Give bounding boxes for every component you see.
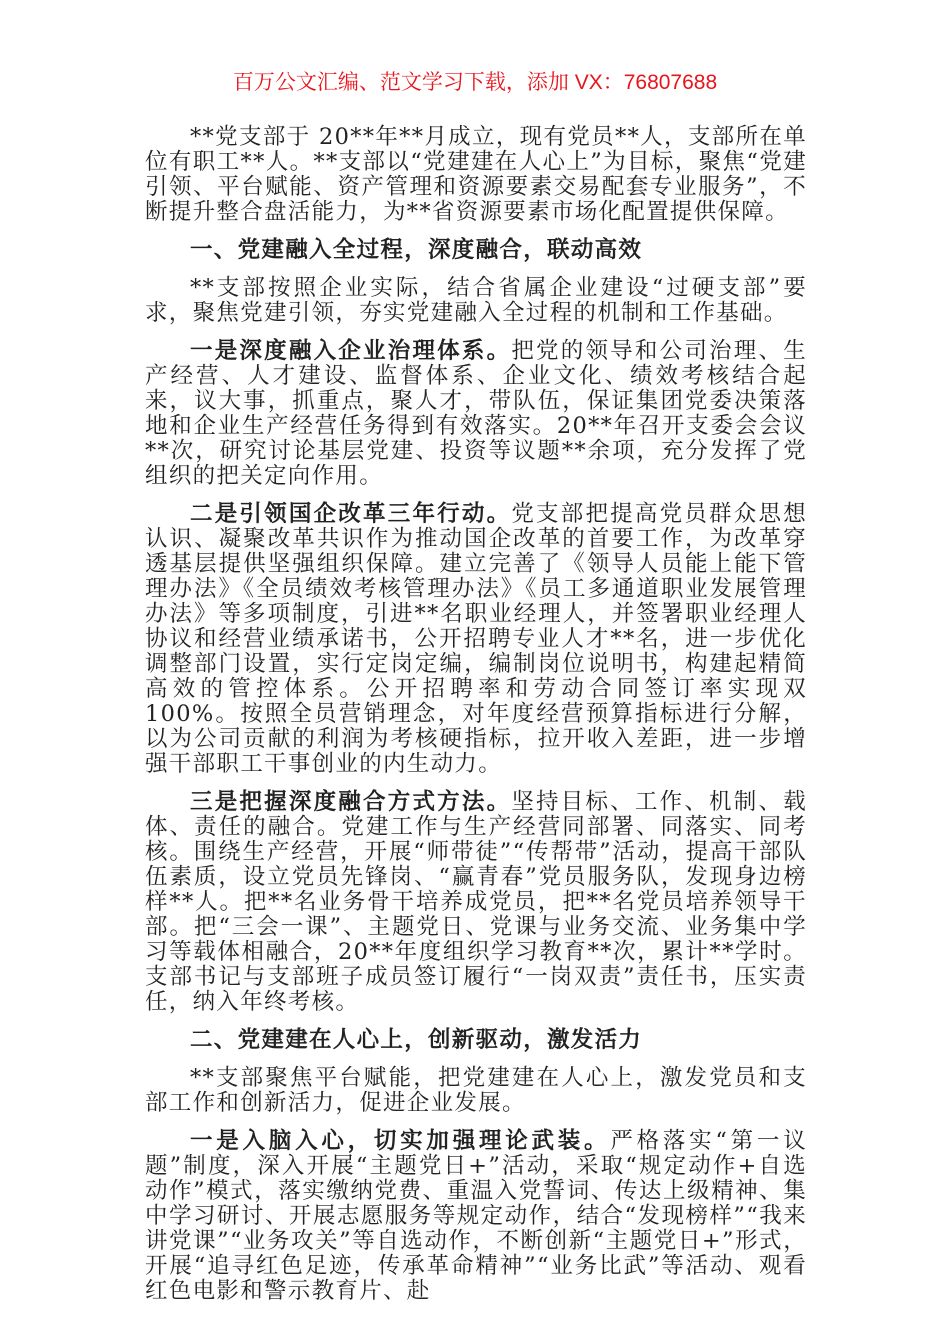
point-text: 党支部把提高党员群众思想认识、凝聚改革共识作为推动国企改革的首要工作，为改革穿透基层提供坚强组织保障。建立完善了《领导人员能上能下管理办法》《全员绩效考核管理办法》《员工多通道职业发展管理办法》等多项制度，引进**名职业经理人，并签署职业经理人协议和经营业绩承诺书，公开招聘专业人才**名，进一步优化调整部门设置，实行定岗定编，编制岗位说明书，构建起精简高效的管控体系。公开招聘率和劳动合同签订率实现双 100%。按照全员营销理念，对年度经营预算指标进行分解，以为公司贡献的利润为考核硬指标，拉开收入差距，进一步增强干部职工干事创业的内生动力。 bbox=[145, 501, 807, 777]
section-heading-2: 二、党建建在人心上，创新驱动，激发活力 bbox=[190, 1027, 643, 1053]
point-lead: 一是入脑入心，切实加强理论武装。 bbox=[190, 1128, 611, 1154]
point-lead: 三是把握深度融合方式方法。 bbox=[190, 789, 512, 815]
section-2-point-1 bbox=[145, 1129, 807, 1304]
section-1-point-3 bbox=[145, 790, 807, 1015]
download-watermark-banner: 百万公文汇编、范文学习下载，添加 VX：76807688 bbox=[232, 71, 718, 94]
section-1-point-2 bbox=[145, 502, 807, 777]
point-text: 坚持目标、工作、机制、载体、责任的融合。党建工作与生产经营同部署、同落实、同考核。围绕生产经营，开展“师带徒”“传帮带”活动，提高干部队伍素质，设立党员先锋岗、“赢青春”党员服务队，发现身边榜样**人。把**名业务骨干培养成党员，把**名党员培养领导干部。把“三会一课”、主题党日、党课与业务交流、业务集中学习等载体相融合，20**年度组织学习教育**次，累计**学时。支部书记与支部班子成员签订履行“一岗双责”责任书，压实责任，纳入年终考核。 bbox=[145, 789, 807, 1015]
section-heading-1: 一、党建融入全过程，深度融合，联动高效 bbox=[190, 237, 643, 263]
intro-paragraph: **党支部于 20**年**月成立，现有党员**人，支部所在单位有职工**人。**支部以“党建建在人心上”为目标，聚焦“党建引领、平台赋能、资产管理和资源要素交易配套专业服务”，不断提升整合盘活能力，为**省资源要素市场化配置提供保障。 bbox=[145, 124, 807, 225]
point-lead: 一是深度融入企业治理体系。 bbox=[190, 338, 512, 364]
point-text: 把党的领导和公司治理、生产经营、人才建设、监督体系、企业文化、绩效考核结合起来，议大事，抓重点，聚人才，带队伍，保证集团党委决策落地和企业生产经营任务得到有效落实。20**年召开支委会会议**次，研究讨论基层党建、投资等议题**余项，充分发挥了党组织的把关定向作用。 bbox=[145, 338, 807, 489]
section-2-intro: **支部聚焦平台赋能，把党建建在人心上，激发党员和支部工作和创新活力，促进企业发展。 bbox=[145, 1065, 807, 1116]
point-text: 严格落实“第一议题”制度，深入开展“主题党日+”活动，采取“规定动作+自选动作”模式，落实缴纳党费、重温入党誓词、传达上级精神、集中学习研讨、开展志愿服务等规定动作，结合“发现榜样”“我来讲党课”“业务攻关”等自选动作，不断创新“主题党日+”形式，开展“追寻红色足迹，传承革命精神”“业务比武”等活动、观看红色电影和警示教育片、赴 bbox=[145, 1128, 807, 1304]
section-1-intro: **支部按照企业实际，结合省属企业建设“过硬支部”要求，聚焦党建引领，夯实党建融入全过程的机制和工作基础。 bbox=[145, 275, 807, 326]
document-body bbox=[145, 125, 807, 1317]
section-1-point-1 bbox=[145, 339, 807, 489]
point-lead: 二是引领国企改革三年行动。 bbox=[190, 501, 512, 527]
